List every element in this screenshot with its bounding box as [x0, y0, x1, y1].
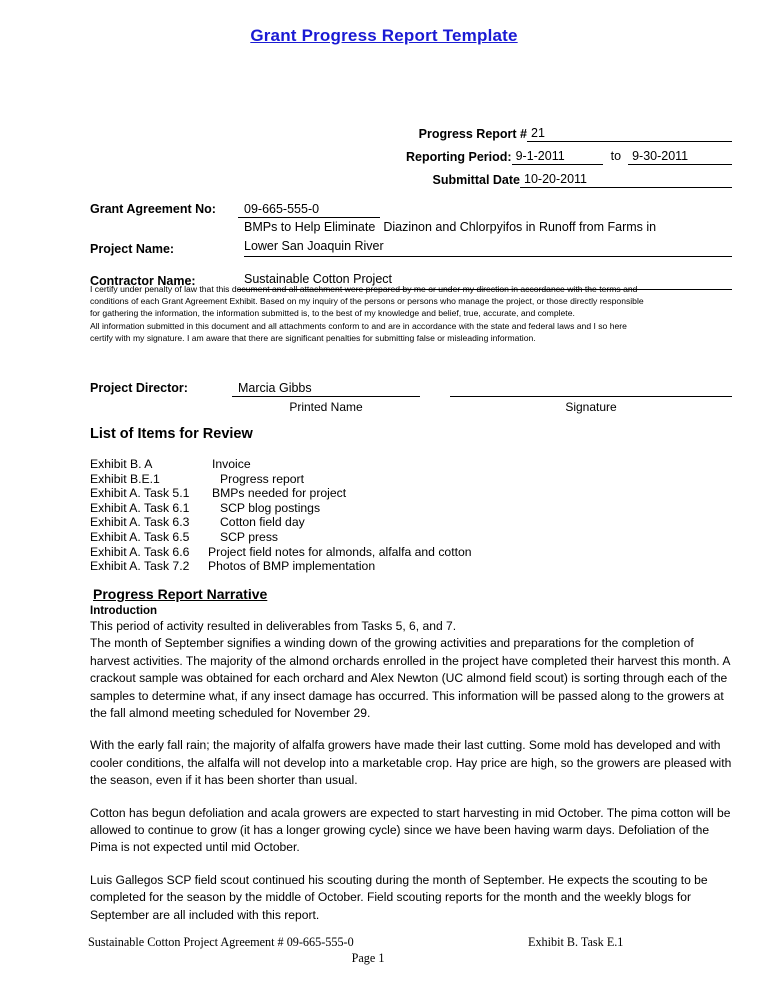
reporting-period-to-label: to: [610, 149, 622, 163]
list-item-label: Exhibit A. Task 5.1: [90, 486, 190, 501]
list-item-description: Invoice: [212, 457, 251, 471]
list-item-label: Exhibit B.E.1: [90, 471, 160, 486]
project-director-row: [90, 380, 732, 397]
grant-agreement-label: Grant Agreement No:: [90, 202, 216, 216]
narrative-subheading: Introduction: [90, 605, 158, 617]
page-title: Grant Progress Report Template: [250, 26, 518, 45]
progress-report-label: Progress Report #: [418, 127, 527, 141]
narrative-paragraph: This period of activity resulted in deliverables from Tasks 5, 6, and 7.: [90, 619, 457, 633]
progress-report-number-row: [380, 126, 732, 142]
printed-name-field[interactable]: Marcia Gibbs: [232, 381, 420, 397]
list-item-label: Exhibit A. Task 6.6: [90, 544, 190, 559]
list-item: [90, 501, 650, 516]
submittal-date-row: [380, 172, 732, 188]
list-item-label: Exhibit A. Task 6.1: [90, 500, 190, 515]
director-captions-row: [90, 400, 732, 414]
list-item: [90, 559, 650, 574]
list-item: [90, 472, 650, 487]
project-name-field[interactable]: [238, 218, 732, 260]
page-footer: [88, 935, 733, 966]
project-director-label: Project Director:: [90, 381, 188, 395]
certification-line-2: conditions of each Grant Agreement Exhibit. Based on my inquiry of the persons or persons who manage the project, or those directly responsible: [90, 296, 644, 307]
contractor-name-field[interactable]: Sustainable Cotton Project: [238, 272, 732, 290]
list-item: [90, 515, 650, 530]
certification-line-5: certify with my signature. I am aware that there are significant penalties for submitting false or misleading information.: [90, 332, 536, 343]
contractor-name-label: Contractor Name:: [90, 274, 196, 288]
reporting-period-row: [380, 149, 732, 165]
submittal-date-field[interactable]: 10-20-2011: [520, 172, 732, 188]
caption-spacer-left: [90, 400, 232, 414]
list-items: [90, 457, 650, 574]
certification-line-4: All information submitted in this document and all attachments conform to and are in accordance with the state and federal laws and I so here: [90, 320, 627, 331]
certification-line-1: I certify under penalty of law that this document and all attachment were prepared by me or under my direction in accordance with the terms and: [90, 284, 638, 294]
footer-exhibit-text: Exhibit B. Task E.1: [528, 935, 624, 949]
grant-agreement-field[interactable]: 09-665-555-0: [238, 202, 380, 218]
list-item-description: Progress report: [220, 471, 304, 486]
report-header-block: [380, 126, 732, 195]
list-item-label: Exhibit A. Task 6.3: [90, 515, 190, 530]
certification-statement: [90, 283, 730, 344]
list-item-description: Photos of BMP implementation: [208, 559, 376, 574]
narrative-paragraph: Cotton has begun defoliation and acala growers are expected to start harvesting in mid October. The pima cotton will be allowed to continue to grow (it has a longer growing cycle) since we have been having warm days. Defoliation of the Pima is not expected until mid October.: [90, 805, 731, 855]
agreement-fields-block: [90, 197, 732, 290]
narrative-heading: Progress Report Narrative: [93, 586, 268, 602]
certification-line-3: for gathering the information, the information submitted is, to the best of my knowledge and belief, true, accurate, and complete.: [90, 308, 575, 319]
reporting-period-start-field[interactable]: 9-1-2011: [512, 149, 603, 165]
list-item-label: Exhibit A. Task 7.2: [90, 559, 190, 574]
project-director-block: [90, 380, 732, 414]
list-items-heading: List of Items for Review: [90, 426, 253, 442]
project-name-part-1: BMPs to Help Eliminate: [244, 220, 376, 234]
signature-caption: Signature: [565, 400, 617, 414]
submittal-date-label: Submittal Date: [432, 173, 520, 187]
footer-top-row: [88, 935, 733, 950]
project-name-label: Project Name:: [90, 242, 175, 256]
list-item-description: Project field notes for almonds, alfalfa and cotton: [208, 544, 472, 559]
list-item-description: Cotton field day: [220, 515, 305, 530]
list-item-description: BMPs needed for project: [212, 486, 347, 501]
list-item-label: Exhibit B. A: [90, 457, 153, 471]
narrative-paragraph: The month of September signifies a winding down of the growing activities and preparations for the completion of harvest activities. The majority of the almond orchards enrolled in the project have completed their harvest this month. A crackout sample was obtained for each orchard and Alex Newton (UC almond field scout) is sorting through each of the samples to determine what, if any insect damage has occurred. This information will be passed along to the growers at the fall almond meeting scheduled for November 29.: [90, 636, 730, 721]
footer-page-number: Page 1: [351, 951, 385, 965]
list-item: [90, 457, 650, 472]
narrative-body: [90, 618, 733, 939]
list-item-description: SCP press: [220, 529, 279, 544]
list-item: [90, 486, 650, 501]
project-name-line-2: Lower San Joaquin River: [244, 237, 732, 257]
narrative-paragraph: Luis Gallegos SCP field scout continued his scouting during the month of September. He expects the scouting to be completed for the season by the middle of October. Field scouting reports for the month and the weekly blogs for September are all included with this report.: [90, 872, 708, 922]
grant-agreement-row: [90, 197, 732, 218]
narrative-paragraph: With the early fall rain; the majority of alfalfa growers have made their last cutting. Some mold has developed and with cooler conditions, the alfalfa will not develop into a marketable crop. Hay price are high, so the growers are pleased with the season, even if it has been shorter than usual.: [90, 738, 732, 788]
project-name-line-1: [244, 220, 656, 234]
reporting-period-end-field[interactable]: 9-30-2011: [628, 149, 732, 165]
list-item-label: Exhibit A. Task 6.5: [90, 529, 190, 544]
list-item: [90, 545, 650, 560]
list-item: [90, 530, 650, 545]
progress-report-number-field[interactable]: 21: [527, 126, 732, 142]
reporting-period-label: Reporting Period:: [406, 150, 512, 164]
caption-spacer-mid: [420, 400, 450, 414]
footer-agreement-text: Sustainable Cotton Project Agreement # 09-665-555-0: [88, 935, 354, 949]
signature-field[interactable]: [450, 380, 732, 397]
printed-name-caption: Printed Name: [289, 400, 363, 414]
list-item-description: SCP blog postings: [220, 500, 321, 515]
project-name-row: [90, 218, 732, 260]
project-name-part-2: Diazinon and Chlorpyifos in Runoff from Farms in: [383, 220, 657, 234]
